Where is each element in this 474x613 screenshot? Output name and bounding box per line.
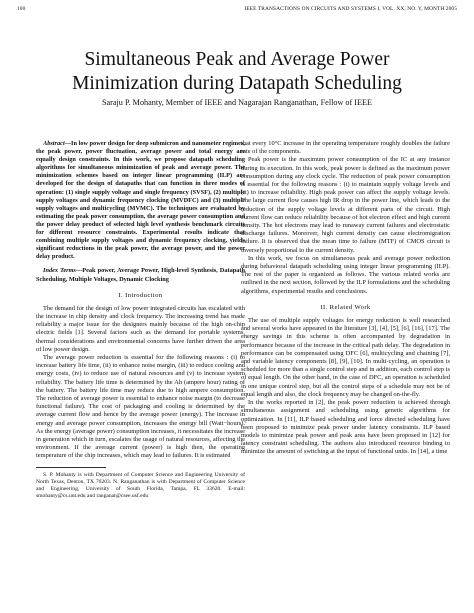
title-line-2: Minimization during Datapath Scheduling	[72, 73, 402, 94]
section-heading-related-work: II. Related Work	[320, 303, 371, 311]
author-affiliation-footnote: S. P. Mohanty is with Department of Computer Science and Engineering University of North Texas, Denton, TX 76203. N. Ranganathan is with Department of Computer Science and Engineering, University of South Florida, Tampa, FL 33620. E-mail: smohanty@cs.unt.edu and ranganat@csee.usf.edu	[36, 471, 245, 499]
footnote	[36, 472, 245, 500]
abstract-text: —In low power design for deep submicron and nanometer regimes, the peak power, power fluctuation, average power and total energy are equally design constraints. In this work, we propose datapath scheduling algorithms for simultaneous minimization of peak and average power. The minimization schemes based on integer linear programming (ILP) are developed for the design of datapaths that can function in three modes of operation: (1) single supply voltage and single frequency (SVSF), (2) multiple supply voltages and dynamic frequency clocking (MVDFC) and (3) multiple supply voltages and multicycling (MVMC). The techniques are evaluated by estimating the peak power consumption, the average power consumption and the power delay product of selected high level synthesis benchmark circuits for different resource constraints. Experimental results indicate that combining multiple supply voltages and dynamic frequency clocking, yields significant reductions in the peak power, the average power, and the power delay product.	[36, 140, 245, 261]
abstract-label: Abstract	[43, 140, 65, 147]
section-heading-introduction: I. Introduction	[118, 291, 163, 299]
intro-paragraph-1: The demand for the design of low power integrated circuits has escalated with the increase in chip density and clock frequency. The increasing trend has made reliability a major issue for the designers mainly because of the high on-chip electric fields [1]. Several factors such as the demand for portable systems, thermal considerations and environmental concerns have further driven the area of low power design.	[36, 304, 245, 353]
index-terms-label: Index Terms	[43, 267, 76, 275]
left-column	[36, 140, 245, 500]
running-header	[17, 5, 457, 13]
index-terms	[36, 267, 245, 283]
related-paragraph-2: In the works reported in [2], the peak power reduction is achieved through simultaneous assignment and scheduling using genetic algorithms for optimization. In [11], ILP based scheduling and force directed scheduling have been proposed to minimize peak power under latency constraints. ILP based models to minimize peak power and peak area have been proposed in [12] for latency constraint scheduling. The authors also introduced resource binding to minimize the amount of switching at the input of functional units. In [14], a time	[241, 399, 450, 456]
journal-name: IEEE TRANSACTIONS ON CIRCUITS AND SYSTEMS I, VOL. XX, NO. Y, MONTH 2005	[244, 6, 457, 12]
intro-paragraph-3: that every 10°C increase in the operating temperature roughly doubles the failure rate of the components.	[241, 140, 450, 156]
paper-title	[17, 48, 457, 96]
title-line-1: Simultaneous Peak and Average Power	[84, 49, 390, 70]
right-column	[241, 140, 450, 457]
related-paragraph-1: The use of multiple supply voltages for energy reduction is well researched and several works have appeared in the literature [3], [4], [5], [6], [16], [17]. The energy savings in this scheme is often accompanied by degradation in performance because of the increase in the critical path delay. The degradation in performance can be compensated using DFC [6], multicycling and chaining [7], and variable latency components [8], [9], [10]. In multi-cycling, an operation is scheduled for more than a single control step and in addition, each control step is of equal length. On the other hand, in the case of DFC, an operation is scheduled in one unique control step, but all the control steps of a schedule may not be of equal length and also, the clock frequency may be changed on-the-fly.	[241, 317, 450, 398]
page-number: 100	[17, 6, 26, 12]
footnote-rule	[36, 467, 106, 468]
intro-paragraph-5: In this work, we focus on simultaneous peak and average power reduction during behavioral datapath scheduling using integer linear programming (ILP). The rest of the paper is organized as follows. The various related works are outlined in the next section, followed by the ILP formulations and the scheduling algorithms, experimental results and conclusions.	[241, 254, 450, 295]
intro-paragraph-2: The average power reduction is essential for the following reasons : (i) to increase battery life time, (ii) to enhance noise margin, (iii) to reduce cooling and energy costs, (iv) to reduce use of natural resources and (v) to increase system reliability. The battery life time is determined by the Ah (ampere hour) rating of the battery. The battery life time may reduce due to high ampere consumption. The reduction of average power is essential to enhance noise margin (to decrease functional failure). The cost of packaging and cooling is determined by the average current flow and hence by the average power (energy). The increase in energy and average power consumption, increases the energy bill (Watt−hours). As the energy (average power) consumption increases, it necessitates the increase in generation which in turn, escalates the usage of natural resources, affecting the environment. If the average current (power) is high then, the operating temperature of the chip increases, which may lead to failures. It is estimated	[36, 354, 245, 460]
intro-paragraph-4: Peak power is the maximum power consumption of the IC at any instance during its execution. In this work, peak power is defined as the maximum power consumption during any clock cycle. The reduction of peak power consumption is essential for the following reasons : (i) to maintain supply voltage levels and (ii) to increase reliability. High peak power can affect the supply voltage levels. The large current flow causes high IR drop in the power line, which leads to the reduction of the supply voltage levels at different parts of the circuit. High current flow can reduce reliability because of hot electron effect and high current density. The hot electrons may lead to runaway current failures and electrostatic discharge failures. Moreover, high current density can cause electromigration failure. It is observed that the mean time to failure (MTF) of CMOS circuit is inversely proportional to the current density.	[241, 156, 450, 254]
author-line: Saraju P. Mohanty, Member of IEEE and Nagarajan Ranganathan, Fellow of IEEE	[101, 98, 373, 107]
abstract	[36, 140, 245, 261]
index-terms-text: —Peak power, Average Power, High-level Synthesis, Datapath Scheduling, Multiple Voltages, Dynamic Clocking	[36, 267, 245, 283]
